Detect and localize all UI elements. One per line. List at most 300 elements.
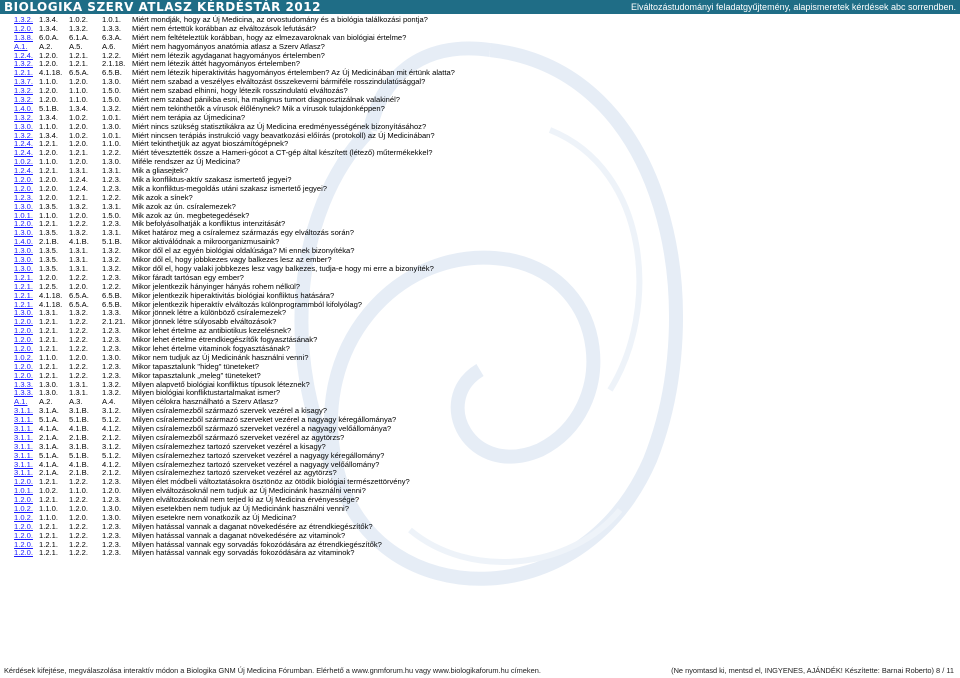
ref-col-3: 1.2.0. [69, 503, 88, 513]
ref-col-3: 3.1.B. [69, 441, 89, 451]
ref-col-4: 1.2.2. [102, 50, 121, 60]
ref-col-2: 1.2.1. [39, 539, 58, 549]
reference-link[interactable]: 1.3.2. [14, 15, 33, 24]
ref-col-4: 1.3.2. [102, 388, 121, 398]
ref-col-3: 1.2.0. [69, 121, 88, 131]
reference-link[interactable]: 1.3.0. [14, 121, 33, 131]
question-text: Mikor lehet értelme étrendkiegészítők fogyasztásának? [132, 335, 318, 345]
question-text: Milyen hatással vannak a daganat növekedésére az vitaminok? [132, 530, 346, 540]
ref-col-2: 1.1.0. [39, 512, 58, 522]
ref-col-2: 1.2.1. [39, 326, 58, 336]
ref-col-4: 5.1.2. [102, 450, 121, 460]
ref-col-2: 1.2.1. [39, 343, 58, 353]
ref-col-4: 1.2.3. [102, 530, 121, 540]
ref-col-3: 4.1.B. [69, 459, 89, 469]
ref-col-4: 1.5.0. [102, 95, 121, 105]
ref-col-2: 4.1.18. [39, 68, 63, 78]
ref-col-2: 1.3.4. [39, 15, 58, 24]
reference-link[interactable]: 1.3.3. [14, 388, 33, 398]
ref-col-3: 1.2.0. [69, 281, 88, 291]
question-text: Miért nem szabad pánikba esni, ha malignus tumort diagnosztizálnak valakinél? [132, 95, 401, 105]
reference-link[interactable]: 1.0.2. [14, 512, 33, 522]
ref-col-4: 1.3.2. [102, 103, 121, 113]
reference-link[interactable]: 1.3.0. [14, 246, 33, 256]
question-text: Miért mondják, hogy az Új Medicina, az orvostudomány és a biológia találkozási pontja? [132, 15, 428, 24]
question-text: Mikor nem tudjuk az Új Medicinánk használni venni? [132, 352, 309, 362]
reference-link[interactable]: 1.2.0. [14, 548, 33, 558]
reference-link[interactable]: 3.1.1. [14, 415, 33, 425]
ref-col-3: 1.2.1. [69, 59, 88, 69]
question-text: Milyen csíralemezhez tartozó szerveket vezérel a kisagy? [132, 441, 326, 451]
ref-col-4: 1.2.3. [102, 521, 121, 531]
question-text: Miért nincsen terápiás instrukció vagy beavatkozási előírás (protokoll) az Új Medicinában? [132, 130, 435, 140]
question-text: Milyen célokra használható a Szerv Atlasz? [132, 397, 279, 407]
ref-col-2: 1.1.0. [39, 121, 58, 131]
ref-col-4: 1.0.1. [102, 112, 121, 122]
ref-col-2: 1.2.0. [39, 50, 58, 60]
question-text: Mik a gliasejtek? [132, 166, 189, 176]
question-text: Mik azok az ún. csíralemezek? [132, 201, 236, 211]
ref-col-2: 1.2.0. [39, 95, 58, 105]
ref-col-4: 1.2.3. [102, 539, 121, 549]
ref-col-4: 1.2.0. [102, 486, 121, 496]
question-text: Miért nem létezik hiperaktivitás hagyományos értelemben? Az Új Medicinában mit értünk alatta? [132, 68, 455, 78]
reference-link[interactable]: 3.1.1. [14, 432, 33, 442]
question-text: Milyen csíralemezhez tartozó szerveket vezérel az agytörzs? [132, 468, 337, 478]
question-text: Mikor jelentkezik hányinger hányás rohem nélkül? [132, 281, 300, 291]
ref-col-2: 1.2.1. [39, 521, 58, 531]
ref-col-4: 1.3.1. [102, 166, 121, 176]
ref-col-3: 6.1.A. [69, 32, 89, 42]
reference-link[interactable]: 1.2.0. [14, 219, 33, 229]
reference-link[interactable]: A.1. [14, 41, 28, 51]
question-text: Mikor dől el az egyén biológiai oldalúsága? Mi ennek bizonyítéka? [132, 246, 355, 256]
ref-col-2: 1.2.1. [39, 495, 58, 505]
ref-col-4: 1.2.3. [102, 361, 121, 371]
ref-col-3: 1.2.2. [69, 495, 88, 505]
ref-col-2: 1.2.1. [39, 370, 58, 380]
ref-col-4: 1.0.1. [102, 15, 121, 24]
ref-col-2: 3.1.A. [39, 406, 59, 416]
question-text: Mikor lehet értelme vitaminok fogyasztásának? [132, 343, 290, 353]
ref-col-3: 1.3.1. [69, 255, 88, 265]
ref-col-2: 1.2.1. [39, 530, 58, 540]
ref-col-4: 1.5.0. [102, 210, 121, 220]
reference-link[interactable]: 1.3.8. [14, 32, 33, 42]
ref-col-4: 1.2.3. [102, 335, 121, 345]
ref-col-4: 5.1.2. [102, 415, 121, 425]
reference-link[interactable]: A.1. [14, 397, 28, 407]
ref-col-2: 1.3.5. [39, 201, 58, 211]
ref-col-3: 3.1.B. [69, 406, 89, 416]
ref-col-2: 1.2.0. [39, 59, 58, 69]
reference-link[interactable]: 1.0.2. [14, 157, 33, 167]
ref-col-2: 2.1.A. [39, 432, 59, 442]
question-text: Miért tévesztették össze a Hameri-gócot a CT-gép által készített (létező) műtermékekkel? [132, 148, 433, 158]
reference-link[interactable]: 1.0.1. [14, 210, 33, 220]
ref-col-4: 1.2.3. [102, 370, 121, 380]
reference-link[interactable]: 1.4.0. [14, 103, 33, 113]
ref-col-4: 4.1.2. [102, 423, 121, 433]
reference-link[interactable]: 3.1.1. [14, 441, 33, 451]
reference-link[interactable]: 1.2.4. [14, 166, 33, 176]
ref-col-3: 1.2.2. [69, 317, 88, 327]
question-text: Milyen csíralemezből származó szerveket vezérel a nagyagy kéregállománya? [132, 415, 397, 425]
ref-col-4: 1.3.3. [102, 308, 121, 318]
ref-col-3: 1.2.1. [69, 50, 88, 60]
ref-col-3: 2.1.B. [69, 468, 89, 478]
ref-col-2: 2.1.B. [39, 237, 59, 247]
ref-col-2: 1.1.0. [39, 157, 58, 167]
reference-link[interactable]: 1.3.0. [14, 228, 33, 238]
question-text: Mikor jönnek létre a különböző csíralemezek? [132, 308, 287, 318]
question-text: Milyen csíralemezhez tartozó szerveket vezérel a nagyagy velőállomány? [132, 459, 380, 469]
ref-col-2: 1.2.1. [39, 219, 58, 229]
ref-col-2: 4.1.A. [39, 423, 59, 433]
reference-link[interactable]: 1.2.0. [14, 361, 33, 371]
ref-col-2: 1.2.1. [39, 166, 58, 176]
ref-col-2: 1.2.1. [39, 477, 58, 487]
ref-col-2: 1.2.1. [39, 361, 58, 371]
ref-col-4: 1.3.2. [102, 263, 121, 273]
question-text: Mik a konfliktus-aktív szakasz ismertető jegyei? [132, 175, 292, 185]
question-text: Miért tekinthetjük az agyat bioszámítógépnek? [132, 139, 289, 149]
ref-col-4: 1.2.3. [102, 183, 121, 193]
ref-col-2: 3.1.A. [39, 441, 59, 451]
ref-col-2: A.2. [39, 397, 53, 407]
reference-link[interactable]: 1.2.0. [14, 530, 33, 540]
reference-link[interactable]: 1.2.4. [14, 139, 33, 149]
reference-link[interactable]: 3.1.1. [14, 423, 33, 433]
ref-col-3: 1.1.0. [69, 95, 88, 105]
question-text: Mikor jelentkezik hiperaktív elváltozás különprogrammból kifolyólag? [132, 299, 363, 309]
ref-col-3: 6.5.A. [69, 290, 89, 300]
ref-col-2: 5.1.A. [39, 450, 59, 460]
ref-col-3: 1.2.0. [69, 157, 88, 167]
ref-col-4: 1.3.2. [102, 255, 121, 265]
question-row [14, 549, 954, 558]
question-text: Mikor tapasztalunk „meleg” tüneteket? [132, 370, 261, 380]
ref-col-4: 2.1.2. [102, 468, 121, 478]
reference-link[interactable]: 1.2.0. [14, 343, 33, 353]
question-text: Mikor tapasztalunk "hideg" tüneteket? [132, 361, 259, 371]
reference-link[interactable]: 3.1.1. [14, 468, 33, 478]
question-text: Milyen csíralemezhez tartozó szerveket vezérel a nagyagy kéregállomány? [132, 450, 385, 460]
ref-col-3: 1.2.2. [69, 219, 88, 229]
reference-link[interactable]: 1.0.2. [14, 352, 33, 362]
ref-col-3: 5.1.B. [69, 450, 89, 460]
question-text: Miért nincs szükség statisztikákra az Új Medicina eredményességének bizonyításához? [132, 121, 427, 131]
ref-col-4: 1.3.3. [102, 23, 121, 33]
ref-col-4: 1.3.0. [102, 157, 121, 167]
question-text: Mikor fáradt tartósan egy ember? [132, 272, 244, 282]
question-text: Miért nem létezik agydaganat hagyományos értelemben? [132, 50, 325, 60]
ref-col-4: 1.2.3. [102, 326, 121, 336]
ref-col-3: 6.5.A. [69, 299, 89, 309]
question-text: Mikor dől el, hogy valaki jobbkezes lesz vagy balkezes, tudja-e hogy mi erre a bizonyíték? [132, 263, 434, 273]
ref-col-2: 1.2.0. [39, 175, 58, 185]
question-list [14, 16, 954, 558]
ref-col-2: 1.1.0. [39, 77, 58, 87]
ref-col-4: 6.5.B. [102, 68, 122, 78]
ref-col-3: 1.2.0. [69, 352, 88, 362]
reference-link[interactable]: 1.3.3. [14, 379, 33, 389]
footer-credit: (Ne nyomtasd ki, mentsd el, INGYENES, AJÁNDÉK! Készítette: Barnai Roberto) 8 / 11 [671, 666, 954, 675]
question-text: Miért nem szabad elhinni, hogy létezik rosszindulatú elváltozás? [132, 86, 348, 96]
question-text: Milyen csíralemezből származó szervek vezérel a kisagy? [132, 406, 327, 416]
ref-col-3: 1.2.2. [69, 361, 88, 371]
reference-link[interactable]: 1.2.0. [14, 175, 33, 185]
ref-col-4: 1.3.2. [102, 379, 121, 389]
reference-link[interactable]: 1.2.1. [14, 272, 33, 282]
ref-col-3: 4.1.B. [69, 237, 89, 247]
reference-link[interactable]: 1.2.4. [14, 148, 33, 158]
ref-col-4: 2.1.2. [102, 432, 121, 442]
reference-link[interactable]: 1.3.2. [14, 59, 33, 69]
reference-link[interactable]: 1.2.3. [14, 192, 33, 202]
question-text: Milyen esetekben nem tudjuk az Új Medicinánk használni venni? [132, 503, 349, 513]
ref-col-4: 1.3.0. [102, 121, 121, 131]
question-text: Miért nem szabad a veszélyes elváltozást összekeverni bármiféle rosszindulatúsággal? [132, 77, 426, 87]
ref-col-2: 1.2.0. [39, 272, 58, 282]
question-text: Mikor jelentkezik hiperaktivitás biológiai konfliktus hatására? [132, 290, 335, 300]
reference-link[interactable]: 1.2.0. [14, 370, 33, 380]
ref-col-4: 1.3.1. [102, 201, 121, 211]
ref-col-4: A.6. [102, 41, 116, 51]
reference-link[interactable]: 1.2.0. [14, 326, 33, 336]
ref-col-4: 4.1.2. [102, 459, 121, 469]
ref-col-4: 1.3.2. [102, 246, 121, 256]
question-text: Mik azok az ún. megbetegedések? [132, 210, 250, 220]
ref-col-2: 5.1.B. [39, 103, 59, 113]
reference-link[interactable]: 1.4.0. [14, 237, 33, 247]
reference-link[interactable]: 1.2.0. [14, 23, 33, 33]
question-text: Mikor aktiválódnak a mikroorganizmusaink? [132, 237, 280, 247]
ref-col-4: 1.2.3. [102, 175, 121, 185]
question-text: Milyen hatással vannak a daganat növekedésére az étrendkiegészítők? [132, 521, 373, 531]
question-text: Milyen alapvető biológiai konfliktus típusok léteznek? [132, 379, 310, 389]
reference-link[interactable]: 1.3.0. [14, 263, 33, 273]
ref-col-3: 1.2.2. [69, 326, 88, 336]
ref-col-3: 1.2.2. [69, 539, 88, 549]
reference-link[interactable]: 1.2.1. [14, 290, 33, 300]
question-text: Milyen hatással vannak egy sorvadás fokozódására az étrendkiegészítők? [132, 539, 382, 549]
reference-link[interactable]: 3.1.1. [14, 450, 33, 460]
ref-col-4: 3.1.2. [102, 406, 121, 416]
footer-note: Kérdések kifejtése, megválaszolása interaktív módon a Biologika GNM Új Medicina Fórumban. Elérhető a www.gnmforum.hu vagy www.biologikaforum.hu címeken. [4, 666, 541, 675]
ref-col-3: 2.1.B. [69, 432, 89, 442]
question-text: Milyen csíralemezből származó szerveket vezérel a nagyagy velőállománya? [132, 423, 392, 433]
ref-col-4: 1.2.2. [102, 281, 121, 291]
ref-col-3: 1.0.2. [69, 15, 88, 24]
ref-col-3: 1.1.0. [69, 486, 88, 496]
question-text: Milyen elváltozásoknál nem terjed ki az Új Medicina érvényessége? [132, 495, 360, 505]
question-text: Mik azok a sínek? [132, 192, 193, 202]
ref-col-3: 1.3.2. [69, 308, 88, 318]
ref-col-4: 1.2.3. [102, 477, 121, 487]
ref-col-3: 5.1.B. [69, 415, 89, 425]
ref-col-4: 1.2.2. [102, 148, 121, 158]
ref-col-3: 1.3.1. [69, 166, 88, 176]
ref-col-2: 4.1.18. [39, 290, 63, 300]
ref-col-2: 1.2.0. [39, 148, 58, 158]
question-text: Miért nem értettük korábban az elváltozások lefutását? [132, 23, 317, 33]
question-text: Miért nem feltételeztük korábban, hogy az elmezavaroknak van biológiai értelme? [132, 32, 407, 42]
ref-col-2: 1.1.0. [39, 210, 58, 220]
question-text: Miért nem terápia az Újmedicina? [132, 112, 246, 122]
reference-link[interactable]: 1.3.0. [14, 255, 33, 265]
ref-col-2: 2.1.A. [39, 468, 59, 478]
ref-col-3: 1.3.1. [69, 388, 88, 398]
question-text: Milyen esetekre nem vonatkozik az Új Medicina? [132, 512, 297, 522]
question-text: Miért nem hagyományos anatómia atlasz a Szerv Atlasz? [132, 41, 325, 51]
ref-col-4: 6.5.B. [102, 290, 122, 300]
ref-col-2: 1.2.5. [39, 281, 58, 291]
reference-link[interactable]: 1.0.2. [14, 503, 33, 513]
ref-col-3: 1.2.1. [69, 192, 88, 202]
ref-col-4: 2.1.18. [102, 59, 126, 69]
question-text: Mikor lehet értelme az antibiotikus kezelésnek? [132, 326, 292, 336]
reference-link[interactable]: 1.2.0. [14, 477, 33, 487]
ref-col-4: A.4. [102, 397, 116, 407]
ref-col-2: 1.3.4. [39, 130, 58, 140]
ref-col-2: 1.1.0. [39, 503, 58, 513]
ref-col-3: 1.3.2. [69, 201, 88, 211]
ref-col-2: 1.2.1. [39, 317, 58, 327]
ref-col-3: 1.0.2. [69, 112, 88, 122]
ref-col-4: 1.2.3. [102, 495, 121, 505]
ref-col-3: 1.2.4. [69, 175, 88, 185]
question-text: Mik a konfliktus-megoldás utáni szakasz ismertető jegyei? [132, 183, 327, 193]
ref-col-2: 1.2.0. [39, 86, 58, 96]
reference-link[interactable]: 1.0.1. [14, 486, 33, 496]
ref-col-4: 1.2.3. [102, 343, 121, 353]
ref-col-2: 1.3.0. [39, 379, 58, 389]
ref-col-4: 1.2.2. [102, 192, 121, 202]
reference-link[interactable]: 1.2.0. [14, 521, 33, 531]
ref-col-3: 1.0.2. [69, 130, 88, 140]
ref-col-3: A.3. [69, 397, 83, 407]
ref-col-4: 6.3.A. [102, 32, 122, 42]
question-text: Milyen biológiai konfliktustartalmakat ismer? [132, 388, 281, 398]
ref-col-4: 1.2.3. [102, 272, 121, 282]
ref-col-4: 1.3.0. [102, 503, 121, 513]
ref-col-3: 1.2.2. [69, 343, 88, 353]
question-text: Miféle rendszer az Új Medicina? [132, 157, 241, 167]
ref-col-3: 1.3.2. [69, 23, 88, 33]
ref-col-4: 3.1.2. [102, 441, 121, 451]
reference-link[interactable]: 1.3.2. [14, 86, 33, 96]
ref-col-2: 1.2.1. [39, 139, 58, 149]
ref-col-2: 1.3.5. [39, 255, 58, 265]
ref-col-3: 1.3.1. [69, 246, 88, 256]
ref-col-4: 2.1.21. [102, 317, 126, 327]
ref-col-2: 1.3.5. [39, 263, 58, 273]
ref-col-3: 1.2.2. [69, 530, 88, 540]
question-text: Miket határoz meg a csíralemez származás egy elváltozás során? [132, 228, 354, 238]
reference-link[interactable]: 1.2.1. [14, 68, 33, 78]
ref-col-3: 1.3.2. [69, 228, 88, 238]
reference-link[interactable]: 1.3.7. [14, 77, 33, 87]
question-text: Mikor dől el, hogy jobbkezes vagy balkezes lesz az ember? [132, 255, 332, 265]
question-text: Milyen hatással vannak egy sorvadás fokozódására az vitaminok? [132, 548, 355, 558]
reference-link[interactable]: 1.3.0. [14, 308, 33, 318]
ref-col-2: 4.1.18. [39, 299, 63, 309]
ref-col-2: 1.3.5. [39, 246, 58, 256]
ref-col-3: 1.2.2. [69, 548, 88, 558]
ref-col-3: 1.3.4. [69, 103, 88, 113]
ref-col-4: 1.3.1. [102, 228, 121, 238]
ref-col-2: 5.1.A. [39, 415, 59, 425]
ref-col-3: 1.2.0. [69, 77, 88, 87]
ref-col-2: 1.2.1. [39, 335, 58, 345]
ref-col-4: 5.1.B. [102, 237, 122, 247]
ref-col-3: 1.2.0. [69, 139, 88, 149]
ref-col-3: 4.1.B. [69, 423, 89, 433]
ref-col-2: 1.3.0. [39, 388, 58, 398]
question-text: Mik befolyásolhatják a konfliktus intenzitását? [132, 219, 286, 229]
reference-link[interactable]: 1.2.0. [14, 495, 33, 505]
page-footer [0, 664, 960, 678]
ref-col-2: 1.2.1. [39, 548, 58, 558]
ref-col-3: 1.3.1. [69, 263, 88, 273]
ref-col-3: 1.2.2. [69, 370, 88, 380]
reference-link[interactable]: 1.2.4. [14, 50, 33, 60]
ref-col-2: 1.3.5. [39, 228, 58, 238]
reference-link[interactable]: 1.2.0. [14, 317, 33, 327]
question-text: Milyen elváltozásoknál nem tudjuk az Új Medicinánk használni venni? [132, 486, 366, 496]
ref-col-2: 1.3.4. [39, 112, 58, 122]
ref-col-3: 1.2.4. [69, 183, 88, 193]
reference-link[interactable]: 3.1.1. [14, 459, 33, 469]
question-text: Mikor jönnek létre súlyosabb elváltozások? [132, 317, 277, 327]
ref-col-3: A.5. [69, 41, 83, 51]
ref-col-4: 6.5.B. [102, 299, 122, 309]
reference-link[interactable]: 1.3.2. [14, 130, 33, 140]
reference-link[interactable]: 1.3.0. [14, 201, 33, 211]
question-text: Miért nem létezik áttét hagyományos értelemben? [132, 59, 300, 69]
ref-col-3: 1.1.0. [69, 86, 88, 96]
reference-link[interactable]: 1.2.1. [14, 299, 33, 309]
ref-col-4: 1.1.0. [102, 139, 121, 149]
reference-link[interactable]: 1.2.0. [14, 335, 33, 345]
ref-col-2: 6.0.A. [39, 32, 59, 42]
ref-col-2: 1.2.0. [39, 192, 58, 202]
ref-col-4: 1.3.0. [102, 77, 121, 87]
reference-link[interactable]: 1.2.0. [14, 183, 33, 193]
reference-link[interactable]: 3.1.1. [14, 406, 33, 416]
ref-col-2: 1.3.1. [39, 308, 58, 318]
reference-link[interactable]: 1.2.1. [14, 281, 33, 291]
reference-link[interactable]: 1.2.0. [14, 539, 33, 549]
reference-link[interactable]: 1.3.2. [14, 112, 33, 122]
ref-col-2: 4.1.A. [39, 459, 59, 469]
ref-col-3: 1.2.2. [69, 521, 88, 531]
ref-col-4: 1.3.0. [102, 512, 121, 522]
ref-col-3: 1.2.2. [69, 477, 88, 487]
ref-col-3: 1.2.2. [69, 272, 88, 282]
ref-col-3: 6.5.A. [69, 68, 89, 78]
header-subtitle: Elváltozástudományi feladatgyűjtemény, alapismeretek kérdések abc sorrendben. [630, 2, 956, 12]
reference-link[interactable]: 1.3.2. [14, 95, 33, 105]
ref-col-3: 1.3.1. [69, 379, 88, 389]
ref-col-3: 1.2.0. [69, 512, 88, 522]
ref-col-4: 1.2.3. [102, 548, 121, 558]
ref-col-3: 1.2.0. [69, 210, 88, 220]
ref-col-2: 1.2.0. [39, 183, 58, 193]
ref-col-3: 1.2.1. [69, 148, 88, 158]
question-text: Milyen élet módbeli változtatásokra ösztönöz az ötödik biológiai természettörvény? [132, 477, 410, 487]
